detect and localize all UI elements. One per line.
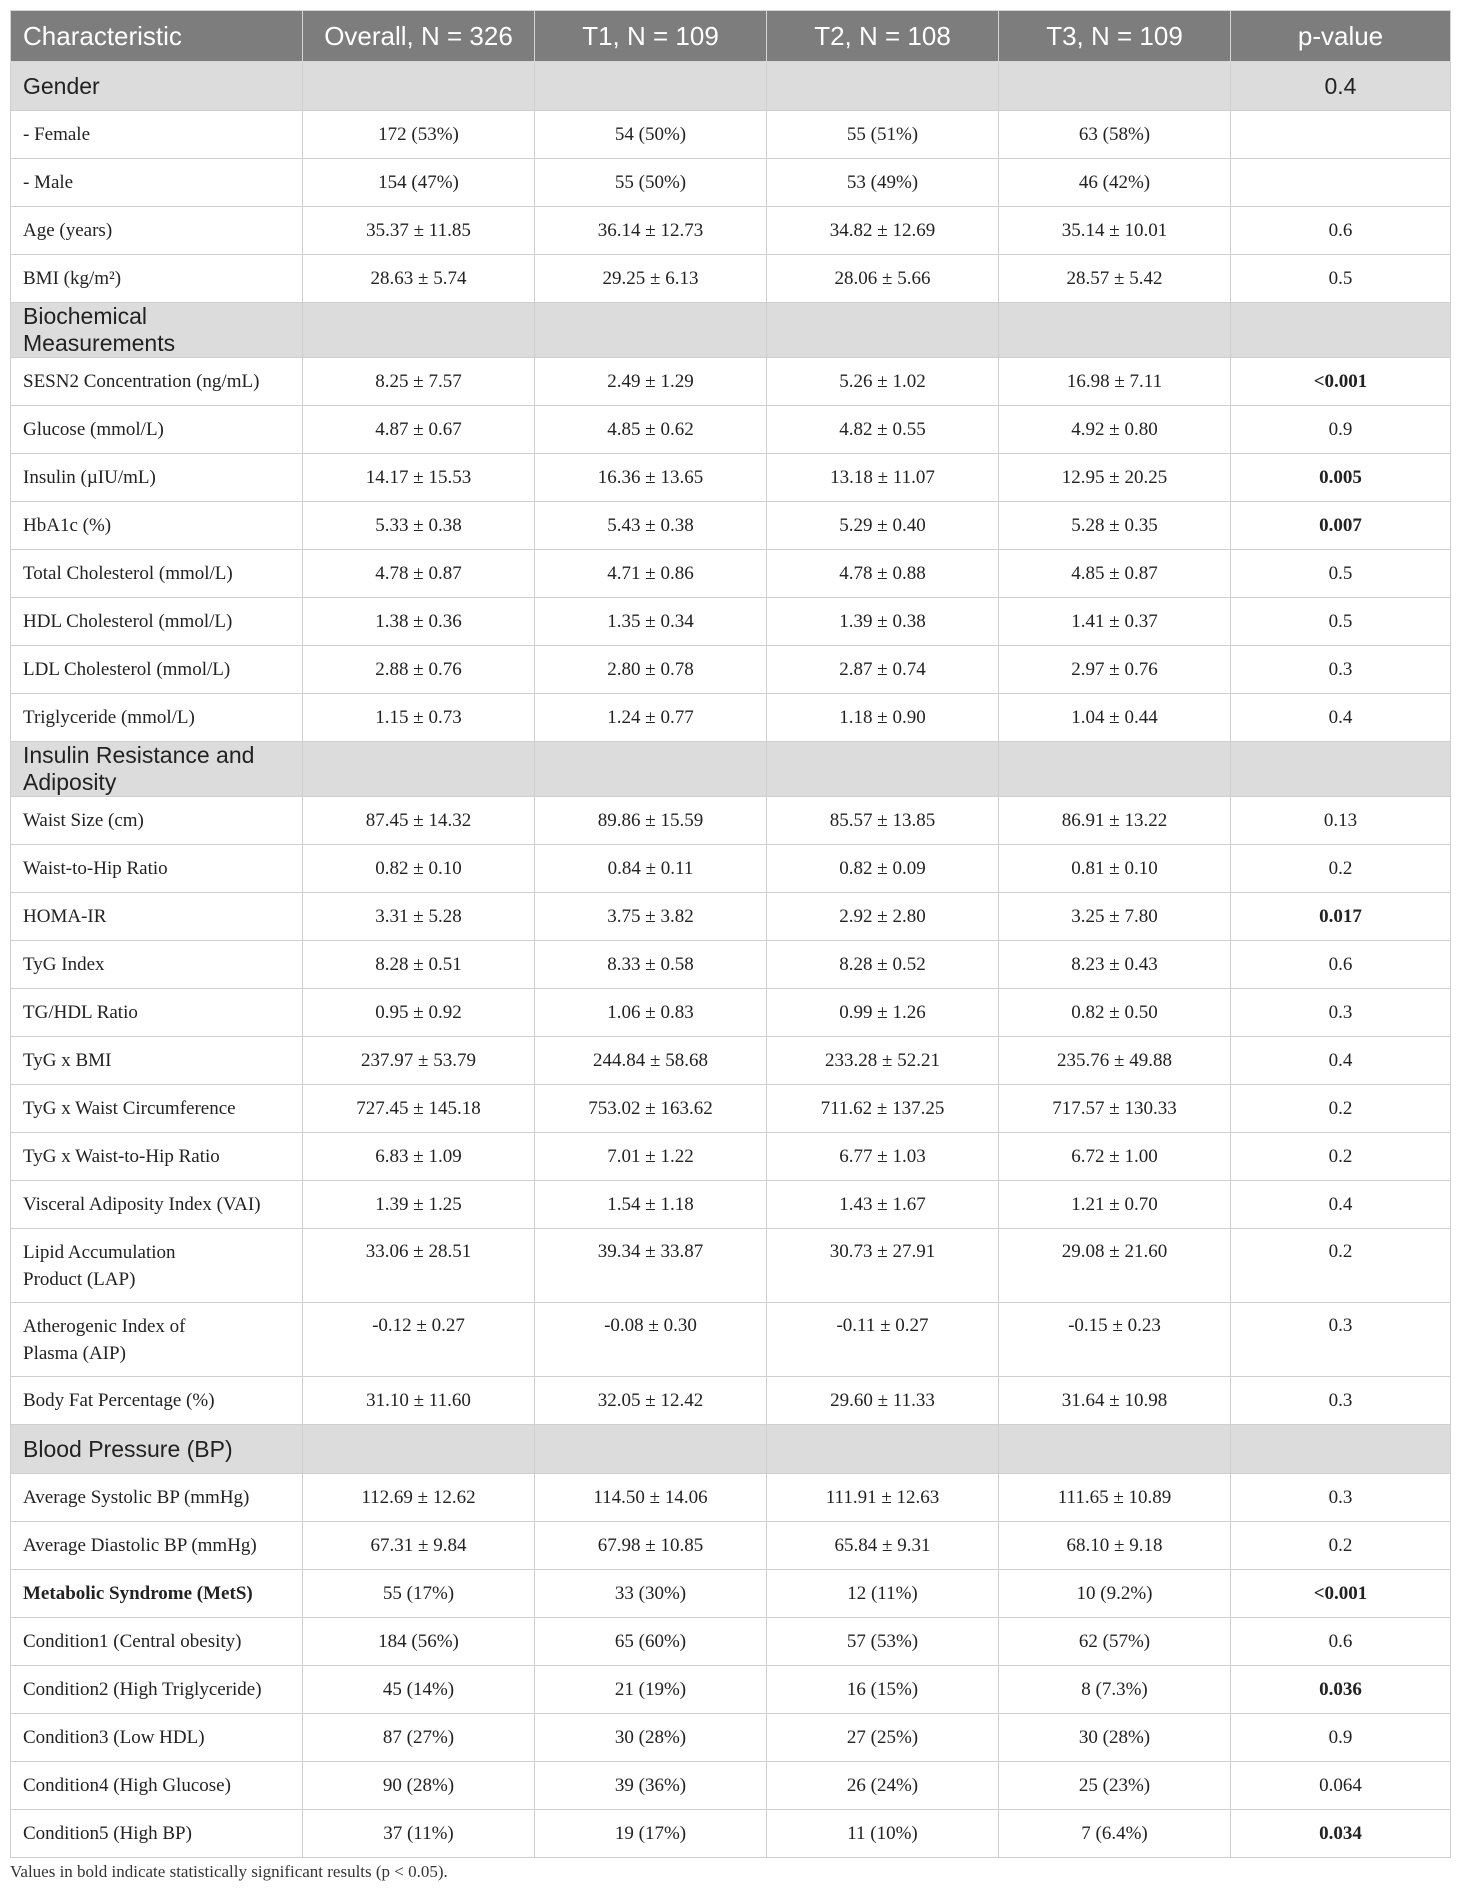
cell-characteristic: Biochemical Measurements (11, 303, 303, 358)
cell-t2: 0.99 ± 1.26 (767, 989, 999, 1037)
cell-t1: 8.33 ± 0.58 (535, 941, 767, 989)
table-row (11, 1570, 1451, 1618)
cell-t3: 3.25 ± 7.80 (999, 893, 1231, 941)
cell-t1: 67.98 ± 10.85 (535, 1522, 767, 1570)
cell-characteristic: Glucose (mmol/L) (11, 406, 303, 454)
cell-overall (303, 1425, 535, 1474)
cell-t3: 4.85 ± 0.87 (999, 550, 1231, 598)
cell-t2: 57 (53%) (767, 1618, 999, 1666)
table-row (11, 1303, 1451, 1377)
label-line: Product (LAP) (23, 1269, 136, 1290)
cell-t2: 5.29 ± 0.40 (767, 502, 999, 550)
table-row (11, 941, 1451, 989)
cell-t1: 1.24 ± 0.77 (535, 694, 767, 742)
cell-t1: 89.86 ± 15.59 (535, 797, 767, 845)
table-row (11, 1181, 1451, 1229)
cell-t1: 2.49 ± 1.29 (535, 358, 767, 406)
cell-t3 (999, 742, 1231, 797)
cell-t1: 65 (60%) (535, 1618, 767, 1666)
cell-p-value: 0.9 (1231, 406, 1451, 454)
cell-p-value (1231, 303, 1451, 358)
cell-overall (303, 62, 535, 111)
table-row (11, 1762, 1451, 1810)
cell-t3: 62 (57%) (999, 1618, 1231, 1666)
cell-overall: 37 (11%) (303, 1810, 535, 1858)
cell-t2 (767, 303, 999, 358)
cell-t2: 85.57 ± 13.85 (767, 797, 999, 845)
section-header-row (11, 742, 1451, 797)
cell-t3: 1.41 ± 0.37 (999, 598, 1231, 646)
cell-t3: 0.82 ± 0.50 (999, 989, 1231, 1037)
cell-overall: 8.25 ± 7.57 (303, 358, 535, 406)
table-row (11, 454, 1451, 502)
cell-p-value: 0.2 (1231, 1522, 1451, 1570)
cell-overall: 8.28 ± 0.51 (303, 941, 535, 989)
cell-t2: 5.26 ± 1.02 (767, 358, 999, 406)
cell-characteristic: Total Cholesterol (mmol/L) (11, 550, 303, 598)
table-row (11, 694, 1451, 742)
cell-t3: 5.28 ± 0.35 (999, 502, 1231, 550)
cell-t3 (999, 1425, 1231, 1474)
cell-t2: 53 (49%) (767, 159, 999, 207)
cell-overall: 67.31 ± 9.84 (303, 1522, 535, 1570)
cell-p-value: 0.3 (1231, 1474, 1451, 1522)
cell-t3: 6.72 ± 1.00 (999, 1133, 1231, 1181)
cell-t2: 16 (15%) (767, 1666, 999, 1714)
cell-p-value (1231, 1425, 1451, 1474)
cell-t2: 6.77 ± 1.03 (767, 1133, 999, 1181)
cell-t1: 16.36 ± 13.65 (535, 454, 767, 502)
cell-t3: 4.92 ± 0.80 (999, 406, 1231, 454)
cell-p-value: 0.017 (1231, 893, 1451, 941)
table-row (11, 1714, 1451, 1762)
cell-overall: 14.17 ± 15.53 (303, 454, 535, 502)
cell-overall: 90 (28%) (303, 1762, 535, 1810)
section-header-row (11, 303, 1451, 358)
cell-t3: -0.15 ± 0.23 (999, 1303, 1231, 1377)
cell-t3: 8 (7.3%) (999, 1666, 1231, 1714)
cell-p-value: 0.3 (1231, 1377, 1451, 1425)
cell-characteristic: Condition5 (High BP) (11, 1810, 303, 1858)
cell-t3: 2.97 ± 0.76 (999, 646, 1231, 694)
label-line: Plasma (AIP) (23, 1343, 126, 1364)
cell-t3: 8.23 ± 0.43 (999, 941, 1231, 989)
cell-t2: 4.78 ± 0.88 (767, 550, 999, 598)
cell-p-value (1231, 742, 1451, 797)
cell-t1: 32.05 ± 12.42 (535, 1377, 767, 1425)
table-row (11, 1810, 1451, 1858)
cell-t1: 0.84 ± 0.11 (535, 845, 767, 893)
cell-t3: 235.76 ± 49.88 (999, 1037, 1231, 1085)
table-row (11, 1037, 1451, 1085)
table-row (11, 1474, 1451, 1522)
header-overall: Overall, N = 326 (303, 11, 535, 62)
cell-overall: 184 (56%) (303, 1618, 535, 1666)
cell-characteristic: TyG x BMI (11, 1037, 303, 1085)
cell-t3 (999, 62, 1231, 111)
cell-overall: 28.63 ± 5.74 (303, 255, 535, 303)
cell-p-value: 0.2 (1231, 1133, 1451, 1181)
table-row (11, 646, 1451, 694)
cell-characteristic (11, 1229, 303, 1303)
cell-p-value: 0.4 (1231, 1037, 1451, 1085)
section-header-row (11, 1425, 1451, 1474)
cell-p-value: 0.5 (1231, 255, 1451, 303)
cell-overall: 1.38 ± 0.36 (303, 598, 535, 646)
cell-characteristic: Triglyceride (mmol/L) (11, 694, 303, 742)
cell-overall: 1.39 ± 1.25 (303, 1181, 535, 1229)
cell-p-value: 0.4 (1231, 1181, 1451, 1229)
cell-overall: 31.10 ± 11.60 (303, 1377, 535, 1425)
table-row (11, 1618, 1451, 1666)
cell-t3: 35.14 ± 10.01 (999, 207, 1231, 255)
cell-characteristic (11, 1303, 303, 1377)
cell-t2: 111.91 ± 12.63 (767, 1474, 999, 1522)
table-row (11, 358, 1451, 406)
cell-overall: 55 (17%) (303, 1570, 535, 1618)
cell-t2: -0.11 ± 0.27 (767, 1303, 999, 1377)
cell-t1: 3.75 ± 3.82 (535, 893, 767, 941)
cell-p-value: 0.2 (1231, 1085, 1451, 1133)
cell-p-value: 0.6 (1231, 941, 1451, 989)
cell-t1: 29.25 ± 6.13 (535, 255, 767, 303)
cell-t2 (767, 742, 999, 797)
cell-t3: 29.08 ± 21.60 (999, 1229, 1231, 1303)
header-characteristic: Characteristic (11, 11, 303, 62)
cell-t1: 4.85 ± 0.62 (535, 406, 767, 454)
cell-overall: 5.33 ± 0.38 (303, 502, 535, 550)
cell-t3: 7 (6.4%) (999, 1810, 1231, 1858)
cell-characteristic: Gender (11, 62, 303, 111)
cell-t2: 27 (25%) (767, 1714, 999, 1762)
cell-overall: 0.82 ± 0.10 (303, 845, 535, 893)
table-row (11, 845, 1451, 893)
cell-characteristic: Body Fat Percentage (%) (11, 1377, 303, 1425)
cell-t3: 46 (42%) (999, 159, 1231, 207)
cell-t2: 2.92 ± 2.80 (767, 893, 999, 941)
cell-overall: 3.31 ± 5.28 (303, 893, 535, 941)
cell-characteristic: Average Systolic BP (mmHg) (11, 1474, 303, 1522)
cell-t1: 753.02 ± 163.62 (535, 1085, 767, 1133)
cell-t1: 244.84 ± 58.68 (535, 1037, 767, 1085)
cell-t2: 55 (51%) (767, 111, 999, 159)
header-t1: T1, N = 109 (535, 11, 767, 62)
cell-p-value: 0.4 (1231, 62, 1451, 111)
table-row (11, 207, 1451, 255)
cell-t2: 13.18 ± 11.07 (767, 454, 999, 502)
cell-characteristic: - Female (11, 111, 303, 159)
cell-p-value: 0.5 (1231, 550, 1451, 598)
header-t3: T3, N = 109 (999, 11, 1231, 62)
cell-characteristic: SESN2 Concentration (ng/mL) (11, 358, 303, 406)
label-line: Atherogenic Index of (23, 1316, 186, 1337)
cell-t1: 54 (50%) (535, 111, 767, 159)
cell-overall (303, 742, 535, 797)
cell-characteristic: HDL Cholesterol (mmol/L) (11, 598, 303, 646)
cell-t2: 11 (10%) (767, 1810, 999, 1858)
header-p-value: p-value (1231, 11, 1451, 62)
cell-overall: 87.45 ± 14.32 (303, 797, 535, 845)
cell-p-value: 0.034 (1231, 1810, 1451, 1858)
cell-characteristic: Blood Pressure (BP) (11, 1425, 303, 1474)
cell-overall: 45 (14%) (303, 1666, 535, 1714)
cell-t1 (535, 742, 767, 797)
cell-characteristic: TyG x Waist-to-Hip Ratio (11, 1133, 303, 1181)
characteristics-table (10, 10, 1451, 1858)
cell-t1: -0.08 ± 0.30 (535, 1303, 767, 1377)
cell-t3: 16.98 ± 7.11 (999, 358, 1231, 406)
cell-overall: -0.12 ± 0.27 (303, 1303, 535, 1377)
cell-t3: 1.04 ± 0.44 (999, 694, 1231, 742)
table-body (11, 62, 1451, 1858)
table-row (11, 255, 1451, 303)
cell-t2: 30.73 ± 27.91 (767, 1229, 999, 1303)
cell-overall: 2.88 ± 0.76 (303, 646, 535, 694)
cell-characteristic: - Male (11, 159, 303, 207)
table-row (11, 989, 1451, 1037)
header-t2: T2, N = 108 (767, 11, 999, 62)
cell-t2: 1.18 ± 0.90 (767, 694, 999, 742)
cell-t3: 0.81 ± 0.10 (999, 845, 1231, 893)
cell-characteristic: BMI (kg/m²) (11, 255, 303, 303)
table-row (11, 1522, 1451, 1570)
cell-t2: 1.39 ± 0.38 (767, 598, 999, 646)
cell-p-value: 0.4 (1231, 694, 1451, 742)
table-row (11, 159, 1451, 207)
cell-characteristic: Condition3 (Low HDL) (11, 1714, 303, 1762)
cell-t1: 55 (50%) (535, 159, 767, 207)
cell-overall: 33.06 ± 28.51 (303, 1229, 535, 1303)
cell-p-value: 0.6 (1231, 1618, 1451, 1666)
cell-p-value: 0.2 (1231, 845, 1451, 893)
table-row (11, 502, 1451, 550)
table-row (11, 1229, 1451, 1303)
cell-overall: 154 (47%) (303, 159, 535, 207)
cell-t1: 1.06 ± 0.83 (535, 989, 767, 1037)
cell-t2 (767, 1425, 999, 1474)
cell-t3: 63 (58%) (999, 111, 1231, 159)
table-footnote: Values in bold indicate statistically significant results (p < 0.05). (10, 1862, 448, 1881)
cell-t2: 711.62 ± 137.25 (767, 1085, 999, 1133)
cell-p-value: <0.001 (1231, 358, 1451, 406)
cell-t3: 68.10 ± 9.18 (999, 1522, 1231, 1570)
cell-t1: 7.01 ± 1.22 (535, 1133, 767, 1181)
cell-p-value: 0.3 (1231, 646, 1451, 694)
cell-characteristic: LDL Cholesterol (mmol/L) (11, 646, 303, 694)
table-row (11, 550, 1451, 598)
cell-t2: 0.82 ± 0.09 (767, 845, 999, 893)
cell-t2: 8.28 ± 0.52 (767, 941, 999, 989)
table-row (11, 598, 1451, 646)
cell-p-value: 0.5 (1231, 598, 1451, 646)
cell-characteristic: Waist Size (cm) (11, 797, 303, 845)
cell-t3 (999, 303, 1231, 358)
cell-p-value (1231, 159, 1451, 207)
cell-t3: 28.57 ± 5.42 (999, 255, 1231, 303)
cell-overall: 0.95 ± 0.92 (303, 989, 535, 1037)
table-row (11, 111, 1451, 159)
cell-characteristic: Visceral Adiposity Index (VAI) (11, 1181, 303, 1229)
cell-characteristic: Condition1 (Central obesity) (11, 1618, 303, 1666)
header-row (11, 11, 1451, 62)
cell-t1: 33 (30%) (535, 1570, 767, 1618)
cell-t1: 19 (17%) (535, 1810, 767, 1858)
cell-t2: 4.82 ± 0.55 (767, 406, 999, 454)
cell-t1: 39 (36%) (535, 1762, 767, 1810)
cell-p-value (1231, 111, 1451, 159)
cell-t2: 12 (11%) (767, 1570, 999, 1618)
cell-t2: 26 (24%) (767, 1762, 999, 1810)
cell-overall: 172 (53%) (303, 111, 535, 159)
cell-p-value: 0.2 (1231, 1229, 1451, 1303)
section-header-row (11, 62, 1451, 111)
cell-t3: 86.91 ± 13.22 (999, 797, 1231, 845)
cell-overall: 6.83 ± 1.09 (303, 1133, 535, 1181)
cell-t1: 30 (28%) (535, 1714, 767, 1762)
table-row (11, 406, 1451, 454)
cell-p-value: 0.007 (1231, 502, 1451, 550)
table-row (11, 1133, 1451, 1181)
cell-t1: 114.50 ± 14.06 (535, 1474, 767, 1522)
cell-t3: 31.64 ± 10.98 (999, 1377, 1231, 1425)
cell-t3: 25 (23%) (999, 1762, 1231, 1810)
cell-characteristic: Condition2 (High Triglyceride) (11, 1666, 303, 1714)
cell-t1 (535, 62, 767, 111)
cell-t2: 2.87 ± 0.74 (767, 646, 999, 694)
table-row (11, 893, 1451, 941)
cell-t1 (535, 303, 767, 358)
cell-t1 (535, 1425, 767, 1474)
cell-p-value: 0.005 (1231, 454, 1451, 502)
table-container (10, 10, 1450, 1858)
cell-t1: 5.43 ± 0.38 (535, 502, 767, 550)
cell-t1: 4.71 ± 0.86 (535, 550, 767, 598)
cell-t1: 2.80 ± 0.78 (535, 646, 767, 694)
cell-t3: 10 (9.2%) (999, 1570, 1231, 1618)
cell-t3: 1.21 ± 0.70 (999, 1181, 1231, 1229)
cell-t2: 34.82 ± 12.69 (767, 207, 999, 255)
cell-overall: 112.69 ± 12.62 (303, 1474, 535, 1522)
cell-t1: 1.35 ± 0.34 (535, 598, 767, 646)
cell-p-value: 0.6 (1231, 207, 1451, 255)
table-row (11, 1085, 1451, 1133)
table-row (11, 1377, 1451, 1425)
cell-t1: 21 (19%) (535, 1666, 767, 1714)
cell-characteristic: HOMA-IR (11, 893, 303, 941)
cell-overall: 4.78 ± 0.87 (303, 550, 535, 598)
cell-t1: 39.34 ± 33.87 (535, 1229, 767, 1303)
cell-t2: 1.43 ± 1.67 (767, 1181, 999, 1229)
cell-t2: 65.84 ± 9.31 (767, 1522, 999, 1570)
cell-p-value: 0.13 (1231, 797, 1451, 845)
cell-p-value: 0.3 (1231, 1303, 1451, 1377)
cell-t2: 28.06 ± 5.66 (767, 255, 999, 303)
cell-t3: 30 (28%) (999, 1714, 1231, 1762)
cell-characteristic: TG/HDL Ratio (11, 989, 303, 1037)
cell-t1: 36.14 ± 12.73 (535, 207, 767, 255)
cell-overall: 35.37 ± 11.85 (303, 207, 535, 255)
cell-overall: 1.15 ± 0.73 (303, 694, 535, 742)
cell-t3: 111.65 ± 10.89 (999, 1474, 1231, 1522)
cell-t2: 29.60 ± 11.33 (767, 1377, 999, 1425)
cell-characteristic: Age (years) (11, 207, 303, 255)
label-line: Lipid Accumulation (23, 1242, 176, 1263)
cell-characteristic: Insulin (µIU/mL) (11, 454, 303, 502)
cell-t2 (767, 62, 999, 111)
cell-t3: 717.57 ± 130.33 (999, 1085, 1231, 1133)
cell-p-value: 0.036 (1231, 1666, 1451, 1714)
cell-characteristic: Average Diastolic BP (mmHg) (11, 1522, 303, 1570)
table-row (11, 797, 1451, 845)
cell-overall: 727.45 ± 145.18 (303, 1085, 535, 1133)
cell-characteristic: Insulin Resistance and Adiposity (11, 742, 303, 797)
cell-characteristic: TyG x Waist Circumference (11, 1085, 303, 1133)
cell-p-value: 0.9 (1231, 1714, 1451, 1762)
cell-overall: 237.97 ± 53.79 (303, 1037, 535, 1085)
cell-characteristic: Waist-to-Hip Ratio (11, 845, 303, 893)
cell-characteristic: TyG Index (11, 941, 303, 989)
cell-p-value: 0.3 (1231, 989, 1451, 1037)
cell-p-value: <0.001 (1231, 1570, 1451, 1618)
cell-p-value: 0.064 (1231, 1762, 1451, 1810)
cell-overall (303, 303, 535, 358)
cell-t1: 1.54 ± 1.18 (535, 1181, 767, 1229)
cell-characteristic: HbA1c (%) (11, 502, 303, 550)
cell-overall: 4.87 ± 0.67 (303, 406, 535, 454)
cell-characteristic: Condition4 (High Glucose) (11, 1762, 303, 1810)
cell-characteristic: Metabolic Syndrome (MetS) (11, 1570, 303, 1618)
cell-overall: 87 (27%) (303, 1714, 535, 1762)
table-row (11, 1666, 1451, 1714)
cell-t2: 233.28 ± 52.21 (767, 1037, 999, 1085)
cell-t3: 12.95 ± 20.25 (999, 454, 1231, 502)
